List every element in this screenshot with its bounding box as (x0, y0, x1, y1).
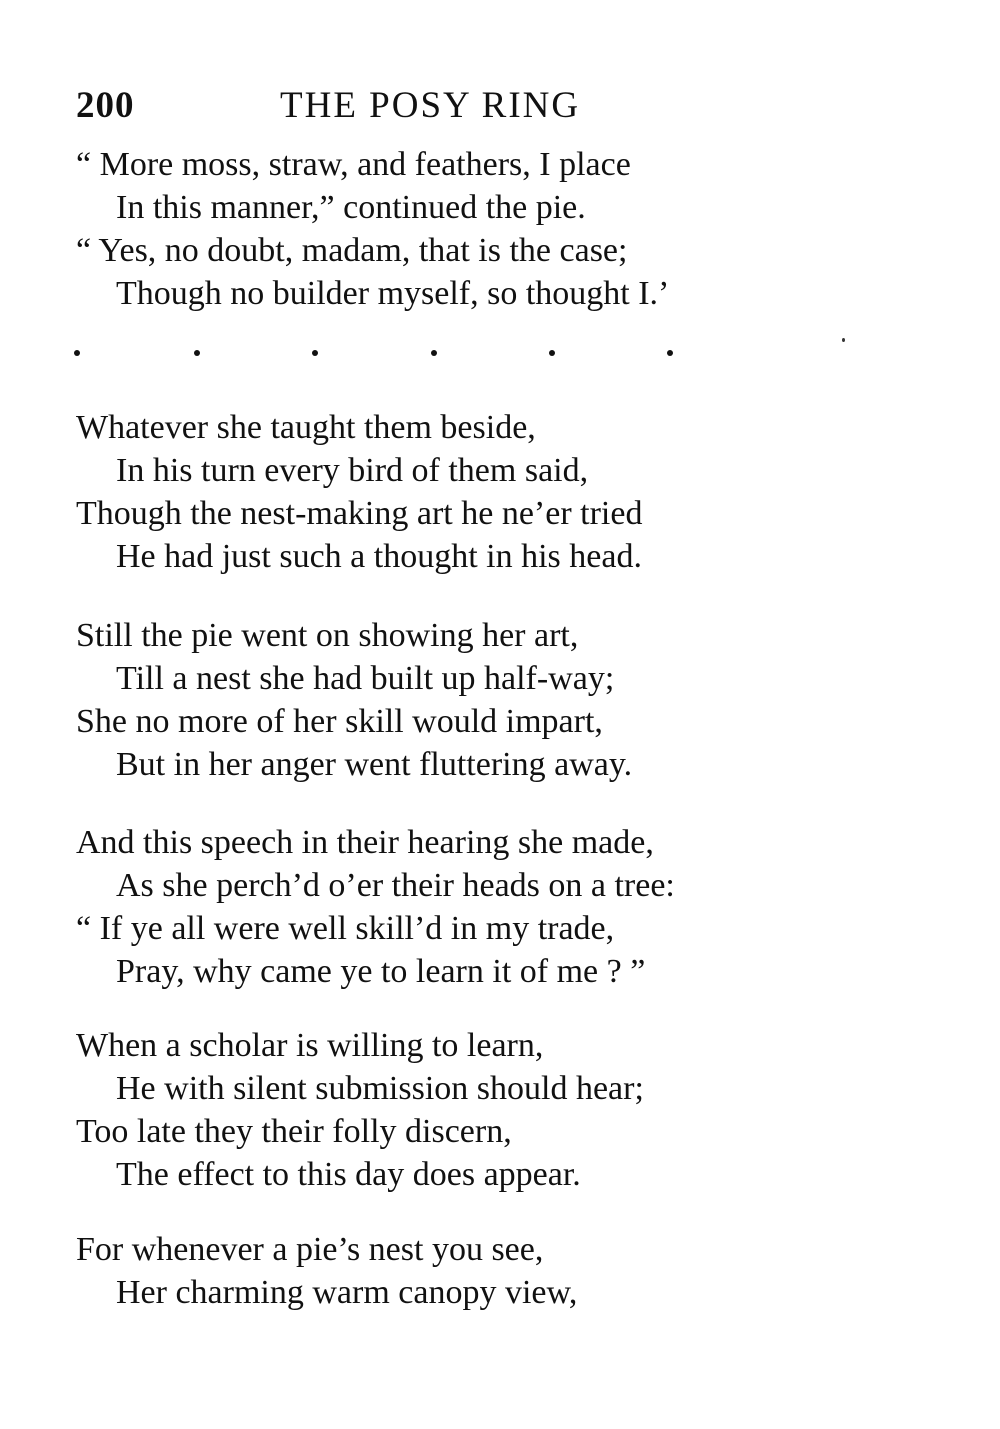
scan-speck (842, 338, 845, 342)
poem-line: Her charming warm canopy view, (116, 1274, 578, 1311)
poem-line: As she perch’d o’er their heads on a tree: (116, 867, 675, 904)
poem-line: Pray, why came ye to learn it of me ? ” (116, 953, 646, 990)
poem-line: He had just such a thought in his head. (116, 538, 642, 575)
page-number: 200 (76, 85, 135, 126)
poem-line: “ Yes, no doubt, madam, that is the case; (76, 232, 628, 269)
poem-line: “ If ye all were well skill’d in my trade, (76, 910, 615, 947)
poem-line: “ More moss, straw, and feathers, I place (76, 146, 631, 183)
poem-line: Though the nest-making art he ne’er tried (76, 495, 643, 532)
poem-line: When a scholar is willing to learn, (76, 1027, 544, 1064)
omission-dot (312, 350, 318, 356)
poem-line: Too late they their folly discern, (76, 1113, 512, 1150)
poem-line: In this manner,” continued the pie. (116, 189, 586, 226)
poem-line: He with silent submission should hear; (116, 1070, 644, 1107)
poem-line: In his turn every bird of them said, (116, 452, 589, 489)
omission-dot (74, 350, 80, 356)
poem-line: Till a nest she had built up half-way; (116, 660, 615, 697)
poem-line: Though no builder myself, so thought I.’ (116, 275, 670, 312)
poem-line: And this speech in their hearing she made, (76, 824, 654, 861)
poem-line: But in her anger went fluttering away. (116, 746, 633, 783)
omission-dot (667, 350, 673, 356)
omission-dot (431, 350, 437, 356)
poem-line: She no more of her skill would impart, (76, 703, 603, 740)
running-title: THE POSY RING (280, 85, 581, 126)
poem-line: For whenever a pie’s nest you see, (76, 1231, 544, 1268)
omission-dot (194, 350, 200, 356)
omission-dot (549, 350, 555, 356)
page-header (76, 84, 696, 128)
poem-line: Whatever she taught them beside, (76, 409, 536, 446)
poem-line: The effect to this day does appear. (116, 1156, 581, 1193)
poem-line: Still the pie went on showing her art, (76, 617, 579, 654)
omission-dots (72, 350, 692, 370)
